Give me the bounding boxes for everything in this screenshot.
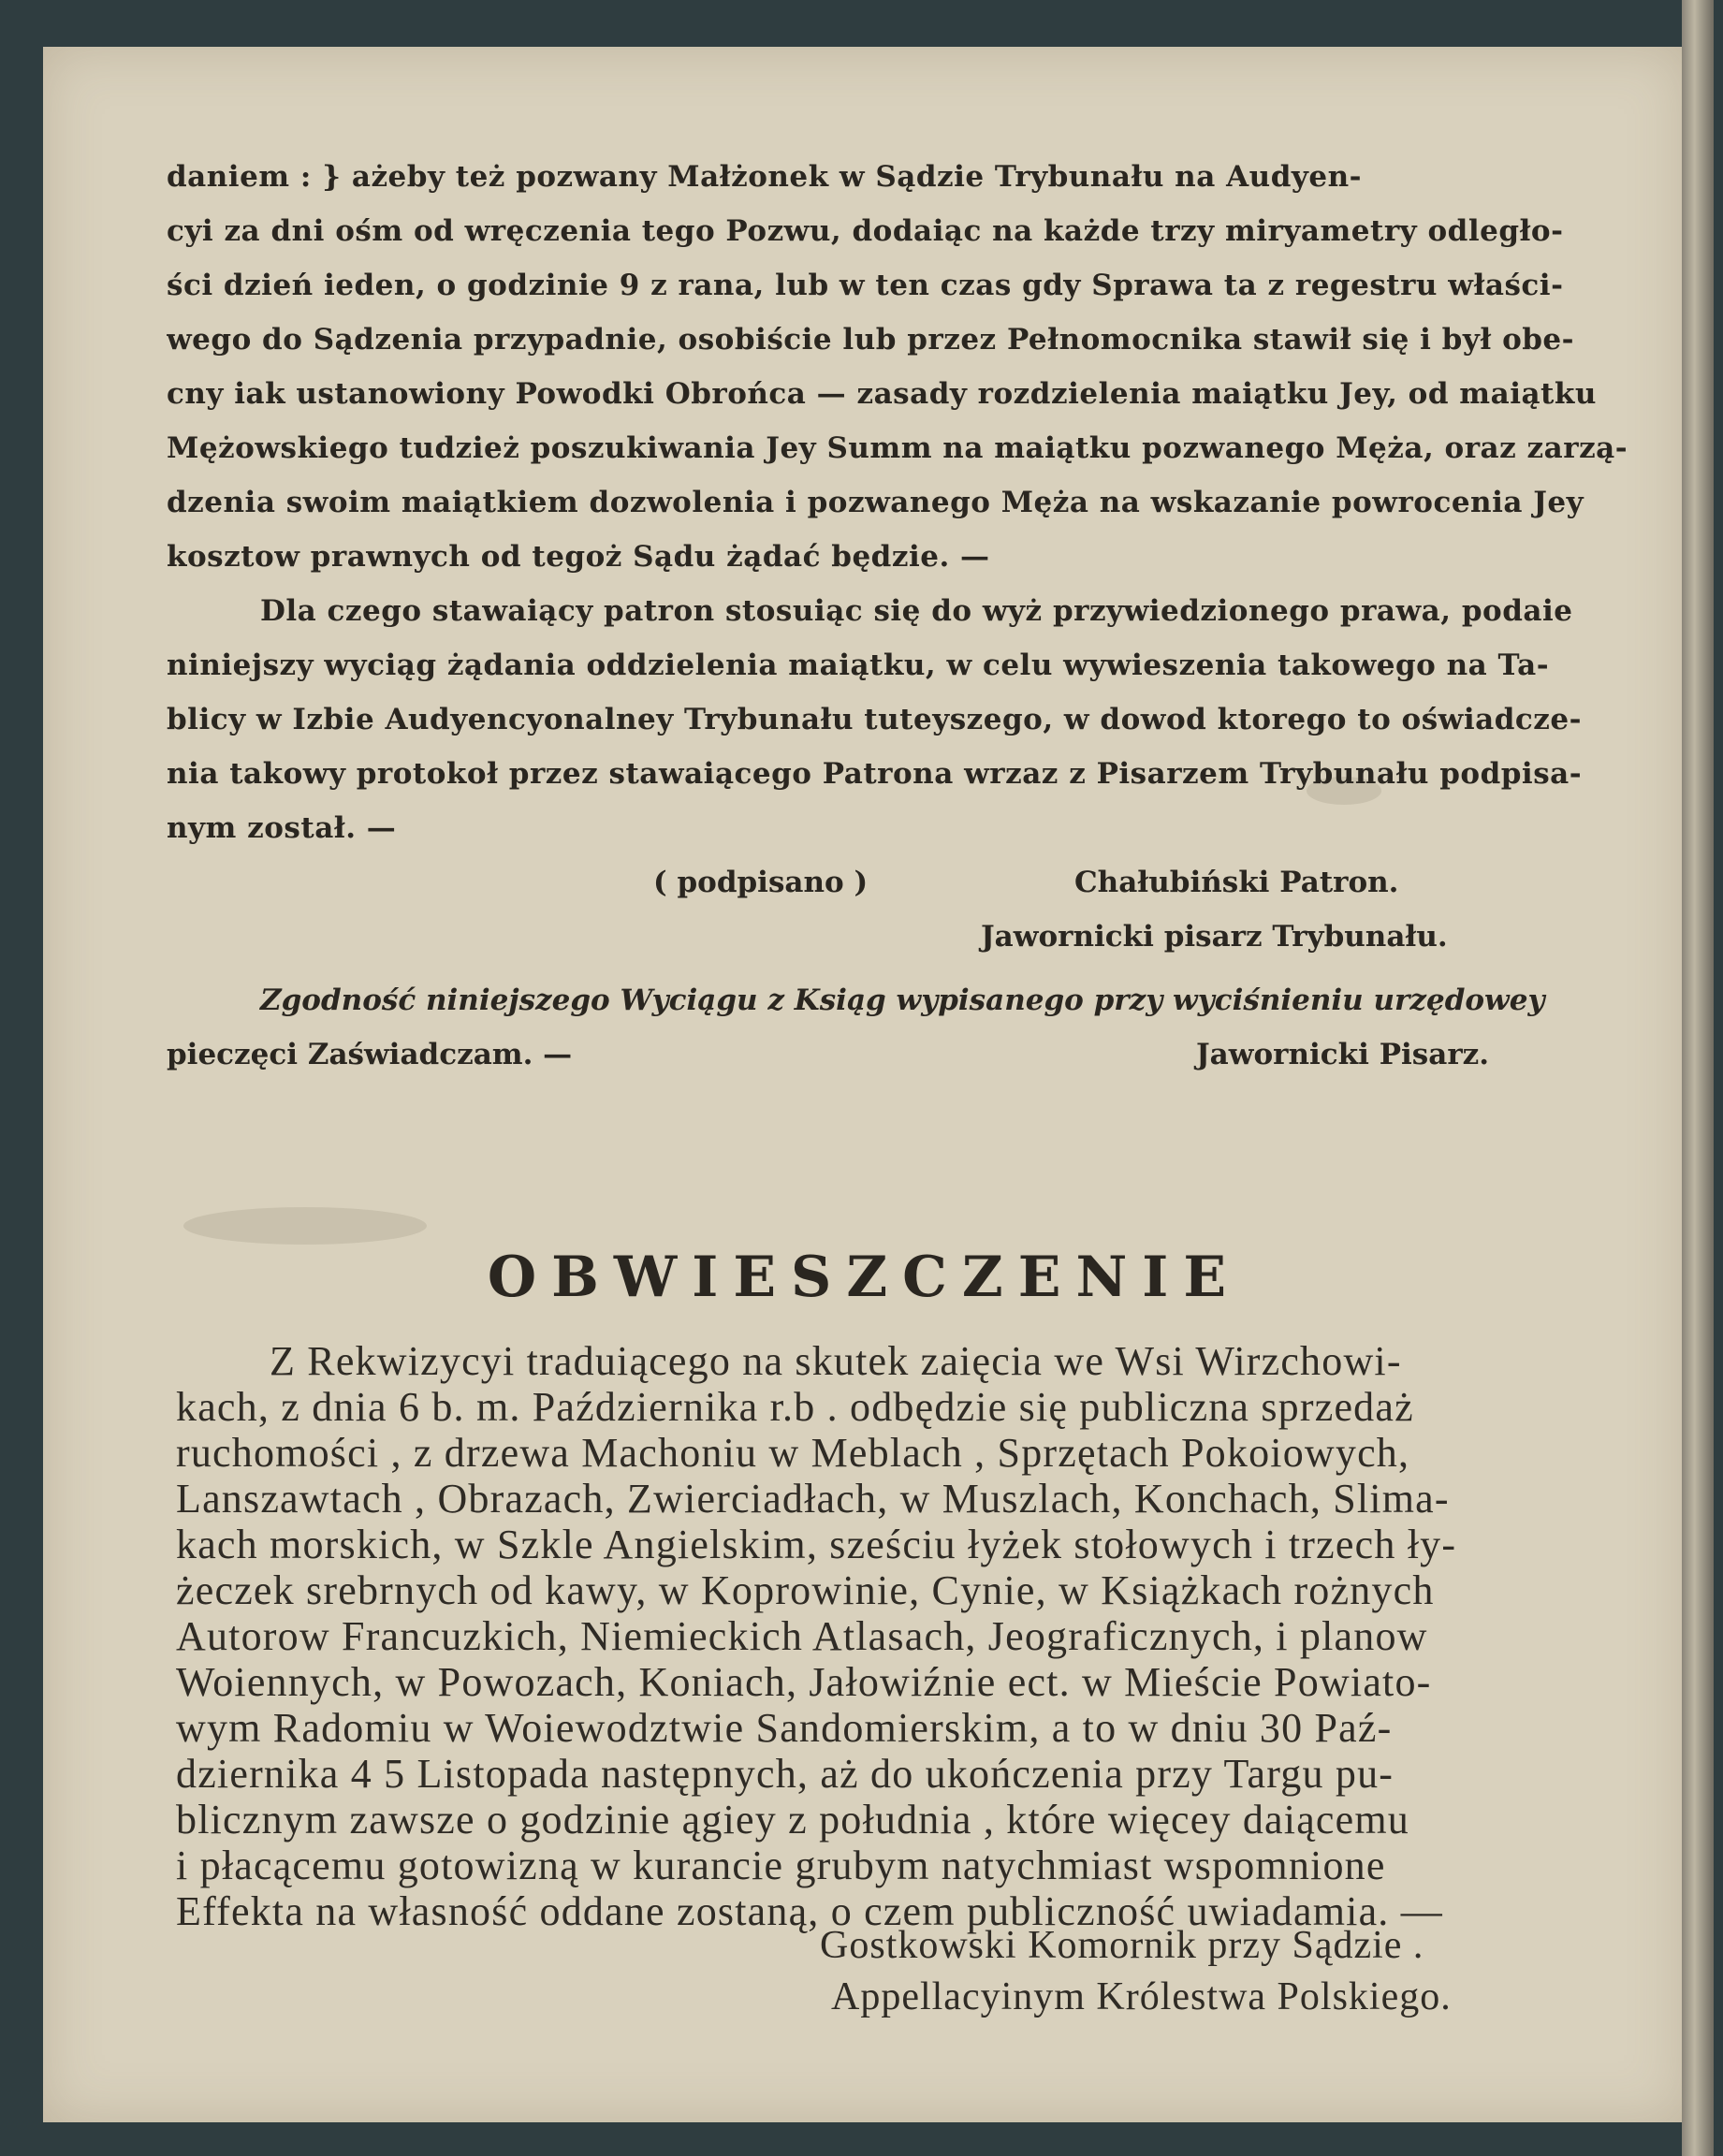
notice-text (176, 1338, 1673, 1934)
text-line: kosztow prawnych od tegoż Sądu żądać będzie. — (167, 540, 990, 574)
certification-line (167, 1027, 1664, 1082)
certification-signer: Jawornicki Pisarz. (1196, 1038, 1490, 1071)
text-line: niniejszy wyciąg żądania oddzielenia maiątku, w celu wywieszenia takowego na Ta- (167, 648, 1550, 682)
text-line: nia takowy protokoł przez stawaiącego Patrona wrzaz z Pisarzem Trybunału podpisa- (167, 757, 1583, 791)
notice-line: Effekta na własność oddane zostaną, o czem publiczność uwiadamia. — (176, 1888, 1443, 1934)
signer-clerk: Jawornicki pisarz Trybunału. (981, 920, 1448, 954)
notice-line: Autorow Francuzkich, Niemieckich Atlasach, Jeograficznych, i planow (176, 1613, 1428, 1659)
certification-text: pieczęci Zaświadczam. — (167, 1038, 573, 1071)
notice-line: kach morskich, w Szkle Angielskim, sześciu łyżek stołowych i trzech ły- (176, 1522, 1457, 1567)
notice-signer-line-1: Gostkowski Komornik przy Sądzie . (820, 1924, 1424, 1967)
notice-line: blicznym zawsze o godzinie ągiey z południa , które więcey daiącemu (176, 1797, 1410, 1843)
notice-heading: OBWIESZCZENIE (487, 1245, 1242, 1310)
notice-line: żeczek srebrnych od kawy, w Koprowinie, Cynie, w Książkach rożnych (176, 1567, 1435, 1613)
text-line: nym został. — (167, 811, 397, 845)
notice-line: kach, z dnia 6 b. m. Października r.b . odbędzie się publiczna sprzedaż (176, 1384, 1414, 1430)
text-line: wego do Sądzenia przypadnie, osobiście lub przez Pełnomocnika stawił się i był obe- (167, 323, 1575, 357)
notice-line: dziernika 4 5 Listopada następnych, aż do ukończenia przy Targu pu- (176, 1751, 1394, 1797)
certification-text: Zgodność niniejszego Wyciągu z Ksiąg wypisanego przy wyciśnieniu urzędowey (260, 983, 1545, 1017)
document-page (43, 47, 1686, 2122)
text-line: Mężowskiego tudzież poszukiwania Jey Summ na maiątku pozwanego Męża, oraz zarzą- (167, 431, 1628, 465)
notice-line: ruchomości , z drzewa Machoniu w Meblach , Sprzętach Pokoiowych, (176, 1430, 1410, 1476)
notice-line: Woiennych, w Powozach, Koniach, Jałowiźnie ect. w Mieście Powiato- (176, 1659, 1432, 1705)
court-extract-text (167, 150, 1664, 1082)
notice-line: Lanszawtach , Obrazach, Zwierciadłach, w Muszlach, Konchach, Slima- (176, 1476, 1450, 1522)
certification-line (167, 973, 1664, 1027)
notice-line: i płacącemu gotowizną w kurancie grubym natychmiast wspomnione (176, 1843, 1386, 1888)
notice-line: Z Rekwizycyi traduiącego na skutek zaięcia we Wsi Wirzchowi- (270, 1338, 1402, 1384)
page-edge (1682, 0, 1714, 2156)
notice-line: wym Radomiu w Woiewodztwie Sandomierskim, a to w dniu 30 Paź- (176, 1705, 1393, 1751)
text-line: blicy w Izbie Audyencyonalney Trybunału tuteyszego, w dowod ktorego to oświadcze- (167, 703, 1582, 736)
text-line: cny iak ustanowiony Powodki Obrońca — zasady rozdzielenia maiątku Jey, od maiątku (167, 377, 1597, 411)
ink-smudge (183, 1207, 427, 1245)
signature-row (167, 855, 1664, 910)
notice-signer-line-2: Appellacyinym Królestwa Polskiego. (831, 1975, 1452, 2018)
text-line: daniem : } ażeby też pozwany Małżonek w Sądzie Trybunału na Audyen- (167, 160, 1363, 194)
signed-label: ( podpisano ) (653, 866, 869, 899)
signer-patron: Chałubiński Patron. (1074, 866, 1399, 899)
text-line: cyi za dni ośm od wręczenia tego Pozwu, dodaiąc na każde trzy miryametry odległo- (167, 214, 1564, 248)
text-line: Dla czego stawaiący patron stosuiąc się do wyż przywiedzionego prawa, podaie (260, 594, 1573, 628)
court-extract-paragraph (167, 150, 1664, 855)
signature-row (167, 910, 1664, 964)
text-line: dzenia swoim maiątkiem dozwolenia i pozwanego Męża na wskazanie powrocenia Jey (167, 486, 1584, 519)
text-line: ści dzień ieden, o godzinie 9 z rana, lub w ten czas gdy Sprawa ta z regestru właści- (167, 269, 1564, 302)
